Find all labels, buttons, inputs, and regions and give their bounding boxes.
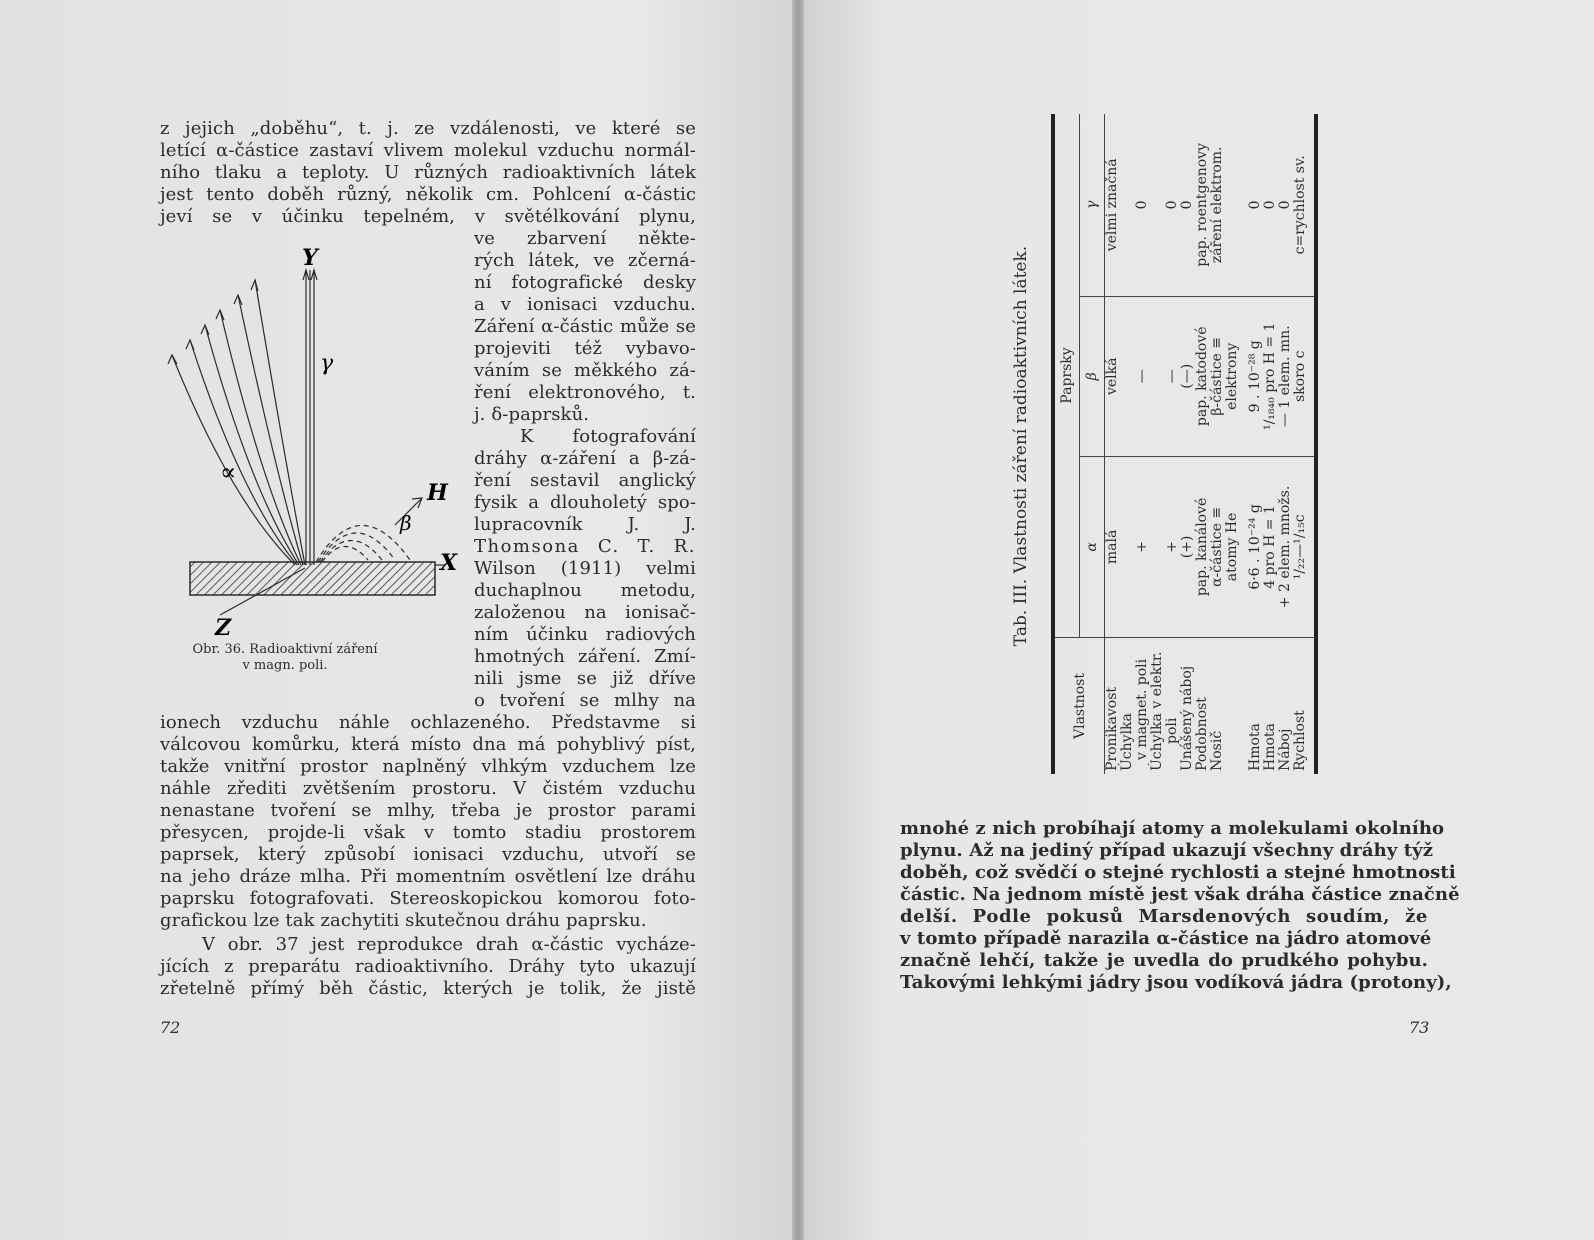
text-line: válcovou komůrku, která místo dna má pohyblivý píst, [160, 734, 696, 755]
figure-label-beta: β [400, 511, 412, 535]
table-cell: Podobnost [1194, 697, 1210, 771]
text-line: na jeho dráze mlha. Při momentním osvětlení lze dráhu [160, 866, 696, 887]
text-line: jeví se v účinku tepelném, v světélkování plynu, [160, 206, 696, 227]
text-line: částic. Na jednom místě jest však dráha částice značně [900, 884, 1460, 905]
text-line: plynu. Až na jediný případ ukazují všechny dráhy týž [900, 840, 1434, 861]
table-cell: — [1135, 296, 1150, 456]
table-cell [1120, 114, 1135, 296]
table-cell: velká [1105, 296, 1121, 456]
text-line: ve zbarvení někte- [474, 228, 696, 249]
header-group-rays: Paprsky [1053, 114, 1080, 638]
table-cell: Hmota [1262, 723, 1278, 771]
text-line: V obr. 37 jest reprodukce drah α-částic vycháze- [202, 934, 696, 955]
text-line: letící α-částice zastaví vlivem molekul vzduchu normál- [160, 140, 696, 161]
table-cell [1150, 296, 1165, 456]
figure-caption-line1: Obr. 36. Radioaktivní záření [192, 642, 378, 657]
table-cell: + [1135, 456, 1150, 637]
table-cell: pap. roentgenovy [1195, 114, 1210, 296]
table-cell: Nosič [1209, 730, 1225, 771]
table-cell: (—) [1180, 296, 1195, 456]
header-gamma: γ [1080, 114, 1105, 296]
table-cell: Pronikavost [1104, 686, 1120, 771]
text-line: náhle zřediti zvětšením prostoru. V čistém vzduchu [160, 778, 696, 799]
text-line: ním účinku radiových [474, 624, 696, 645]
figure-caption-line2: v magn. poli. [242, 658, 328, 673]
table-cell: 0 [1278, 114, 1293, 296]
figure-label-gamma: γ [320, 351, 334, 376]
text-line: mnohé z nich probíhají atomy a molekulami okolního [900, 818, 1445, 839]
table-cell: Náboj [1277, 728, 1293, 771]
table-row [1293, 114, 1316, 774]
table-cell: 0 [1263, 114, 1278, 296]
table-row [1120, 114, 1135, 774]
table-cell: 0 [1135, 114, 1150, 296]
table-cell: atomy He [1225, 456, 1240, 637]
text-line: grafickou lze tak zachytiti skutečnou dráhu paprsku. [160, 910, 647, 931]
table-cell: — [1165, 296, 1180, 456]
text-line: zřetelně přímý běh částic, kterých je tolik, že jistě [160, 978, 696, 999]
table-row [1180, 114, 1195, 774]
page-number-right: 73 [1409, 1018, 1430, 1037]
text-line: doběh, což svědčí o stejné rychlosti a stejné hmotnosti [900, 862, 1456, 883]
text-line: K fotografování [520, 426, 696, 447]
text-line: jících z preparátu radioaktivního. Dráhy tyto ukazují [160, 956, 696, 977]
text-line: váním se měkkého zá- [474, 360, 696, 381]
table-cell: poli [1164, 717, 1180, 744]
table-cell [1150, 114, 1165, 296]
table-cell: Rychlost [1292, 710, 1308, 771]
table-cell: 0 [1240, 114, 1263, 296]
table-row [1165, 114, 1180, 774]
table-row [1263, 114, 1278, 774]
figure-label-h: H [427, 480, 448, 506]
text-line: ionech vzduchu náhle ochlazeného. Představme si [160, 712, 696, 733]
table-cell: elektrony [1225, 296, 1240, 456]
figure-label-x: X [440, 550, 458, 576]
table-cell [1120, 456, 1135, 637]
table-cell: + 2 elem. množs. [1278, 456, 1293, 637]
table-cell: ¹/₁₈₄₀ pro H = 1 [1263, 296, 1278, 456]
text-line: j. δ-paprsků. [474, 404, 590, 425]
text-line: a v ionisaci vzduchu. [474, 294, 696, 315]
right-page [797, 0, 1594, 1240]
text-line: paprsek, který způsobí ionisaci vzduchu, utvoří se [160, 844, 696, 865]
table-cell [1120, 296, 1135, 456]
table-cell: v magnet. poli [1134, 658, 1150, 760]
figure-radioactive-radiation [160, 240, 460, 640]
table-cell: ¹/₂₂—¹/₁₅c [1293, 456, 1316, 637]
table-cell: Úchylka v elektr. [1149, 651, 1165, 771]
text-line: Záření α-částic může se [474, 316, 696, 337]
figure-label-y: Y [302, 245, 318, 271]
text-line: ní fotografické desky [474, 272, 696, 293]
table-row [1240, 114, 1263, 774]
text-line: hmotných záření. Zmí- [474, 646, 696, 667]
table-cell [1150, 456, 1165, 637]
text-line: jest tento doběh různý, několik cm. Pohlcení α-částic [160, 184, 696, 205]
figure-label-z: Z [215, 615, 232, 640]
book-gutter [792, 0, 804, 1240]
text-line: z jejich „doběhu“, t. j. ze vzdálenosti, ve které se [160, 118, 696, 139]
table-cell: 4 pro H = 1 [1263, 456, 1278, 637]
text-line: Takovými lehkými jádry jsou vodíková jádra (protony), [900, 972, 1452, 993]
table-title: Tab. III. Vlastnosti záření radioaktivních látek. [1011, 245, 1031, 647]
table-cell: α-částice ≡ [1210, 456, 1225, 637]
text-line: dráhy α-záření a β-zá- [474, 448, 696, 469]
properties-table-rotated [1011, 106, 1331, 786]
text-line: projeviti též vybavo- [474, 338, 696, 359]
text-line: takže vnitřní prostor naplněný vlhkým vzduchem lze [160, 756, 696, 777]
text-line: lupracovník J. J. [474, 514, 696, 535]
header-beta: β [1080, 296, 1105, 456]
text-line: založenou na ionisač- [474, 602, 696, 623]
table-cell: Hmota [1247, 723, 1263, 771]
table-cell: — 1 elem. mn. [1278, 296, 1293, 456]
table-cell: + [1165, 456, 1180, 637]
table-row [1195, 114, 1210, 774]
figure-label-alpha: ∝ [220, 458, 237, 486]
table-cell: záření elektrom. [1210, 114, 1225, 296]
table-cell: skoro c [1293, 296, 1316, 456]
text-line: rých látek, ve zčerná- [474, 250, 696, 271]
table-row [1150, 114, 1165, 774]
table-cell: velmi značná [1105, 114, 1121, 296]
text-line: značně lehčí, takže je uvedla do prudkého pohybu. [900, 950, 1428, 971]
page-number-left: 72 [160, 1018, 181, 1037]
table-cell: 0 [1180, 114, 1195, 296]
text-line: ření elektronového, t. [474, 382, 696, 403]
table-cell: c=rychlost sv. [1293, 114, 1316, 296]
table-cell: 0 [1165, 114, 1180, 296]
table-cell: pap. katodové [1195, 296, 1210, 456]
table-cell: β-částice ≡ [1210, 296, 1225, 456]
table-row [1278, 114, 1293, 774]
header-alpha: α [1080, 456, 1105, 637]
table-cell: (+) [1180, 456, 1195, 637]
text-line: přesycen, projde-li však v tomto stadiu prostorem [160, 822, 696, 843]
text-line: Thomsona C. T. R. [474, 536, 696, 557]
table-row [1105, 114, 1121, 774]
table-cell [1225, 114, 1240, 296]
table-cell: Unášený náboj [1179, 665, 1195, 771]
radiation-properties-table [1051, 114, 1318, 774]
text-line: duchaplnou metodu, [474, 580, 696, 601]
text-line: fysik a dlouholetý spo- [474, 492, 696, 513]
table-row [1135, 114, 1150, 774]
table-row [1210, 114, 1225, 774]
text-line: delší. Podle pokusů Marsdenových soudím, že [900, 906, 1428, 927]
header-property: Vlastnost [1053, 638, 1105, 775]
table-cell [1225, 638, 1240, 775]
text-line: v tomto případě narazila α-částice na jádro atomové [900, 928, 1432, 949]
table-cell: 6·6 . 10⁻²⁴ g [1240, 456, 1263, 637]
table-row [1225, 114, 1240, 774]
text-line: paprsku fotografovati. Stereoskopickou komorou foto- [160, 888, 696, 909]
text-line: Wilson (1911) velmi [474, 558, 696, 579]
table-cell: pap. kanálové [1195, 456, 1210, 637]
text-line: nili jsme se již dříve [474, 668, 696, 689]
table-cell: Úchylka [1119, 713, 1135, 771]
table-cell: malá [1105, 456, 1121, 637]
text-line: ního tlaku a teploty. U různých radioaktivních látek [160, 162, 696, 183]
text-line: nenastane tvoření se mlhy, třeba je prostor parami [160, 800, 696, 821]
text-line: o tvoření se mlhy na [474, 690, 696, 711]
table-cell: 9 . 10⁻²⁸ g [1240, 296, 1263, 456]
text-line: ření sestavil anglický [474, 470, 696, 491]
